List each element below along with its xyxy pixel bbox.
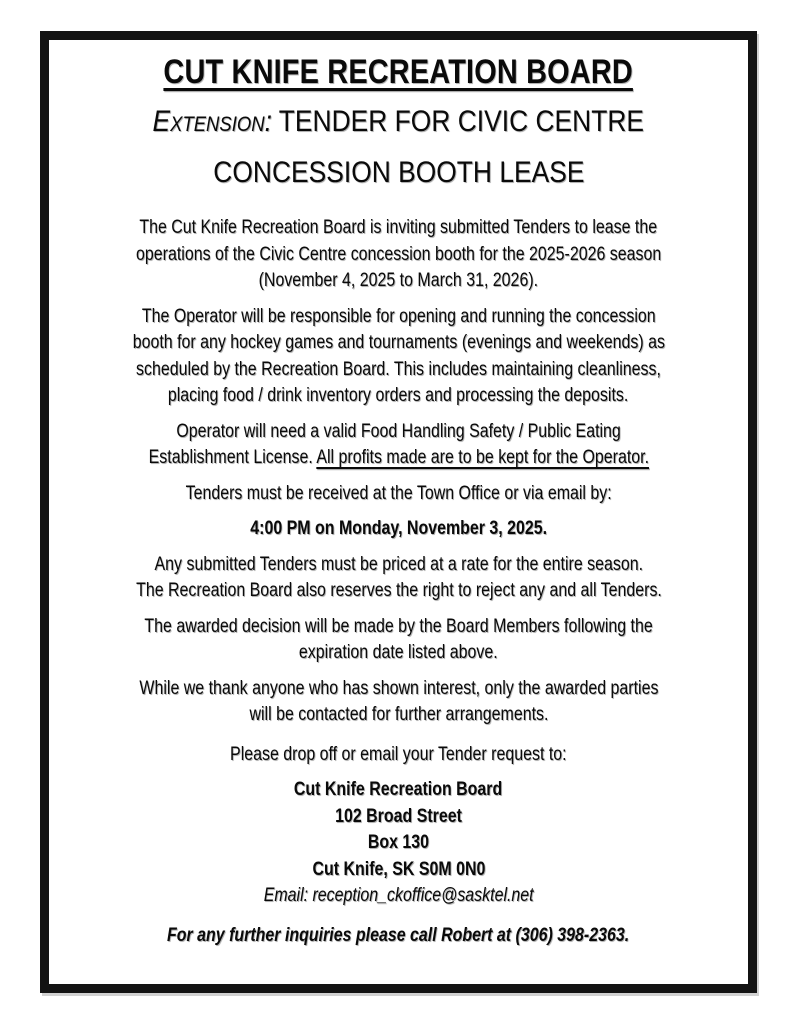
paragraph-submit-intro xyxy=(75,742,722,769)
subtitle-line xyxy=(153,105,644,139)
paragraph-pricing xyxy=(75,552,722,605)
text-line xyxy=(176,419,620,446)
text-segment: Email: reception_ckoffice@sasktel.net xyxy=(263,885,534,906)
text-line xyxy=(148,445,648,472)
paragraph-thanks xyxy=(75,676,722,729)
text-segment: The Operator will be responsible for opening and running the concession xyxy=(141,305,656,327)
paragraph-footer-contact xyxy=(75,923,722,950)
text-line xyxy=(368,830,429,857)
text-line xyxy=(136,578,662,605)
text-segment: (November 4, 2025 to March 31, 2026). xyxy=(258,270,539,291)
text-segment: will be contacted for further arrangements. xyxy=(249,704,548,725)
subtitle-extension-label: Extension: xyxy=(152,105,273,138)
text-line xyxy=(142,304,656,331)
text-line xyxy=(312,857,485,884)
text-segment: For any further inquiries please call Robert at (306) 398-2363. xyxy=(167,924,630,946)
text-segment: Establishment License. xyxy=(148,447,316,468)
text-line xyxy=(167,923,629,950)
subtitle-line2-text: CONCESSION BOOTH LEASE xyxy=(212,156,585,189)
subtitle-line1-text: TENDER FOR CIVIC CENTRE xyxy=(272,105,645,138)
text-segment: Cut Knife Recreation Board xyxy=(294,779,503,800)
flyer-subtitle-line2 xyxy=(75,156,722,190)
text-segment: The Recreation Board also reserves the right to reject any and all Tenders. xyxy=(135,580,662,601)
text-segment: 102 Broad Street xyxy=(335,805,462,827)
address-block xyxy=(75,777,722,910)
paragraph-operator-duties xyxy=(75,304,722,410)
text-segment: operations of the Civic Centre concession booth for the 2025-2026 season xyxy=(135,243,662,265)
text-segment: placing food / drink inventory orders and processing the deposits. xyxy=(168,385,629,406)
text-line xyxy=(259,268,538,295)
text-line xyxy=(264,883,534,910)
flyer-title-line xyxy=(164,52,633,92)
text-line xyxy=(132,330,664,357)
text-segment: booth for any hockey games and tournaments (evenings and weekends) as xyxy=(132,332,665,353)
text-segment: Tenders must be received at the Town Office or via email by: xyxy=(185,482,612,504)
subtitle-line xyxy=(213,156,584,190)
paragraph-deadline-intro xyxy=(75,481,722,508)
text-line xyxy=(144,614,652,641)
flyer-title xyxy=(75,52,722,92)
text-line xyxy=(294,777,502,804)
text-segment: Cut Knife, SK S0M 0N0 xyxy=(312,858,485,880)
text-line xyxy=(335,804,462,831)
text-segment: While we thank anyone who has shown interest, only the awarded parties xyxy=(138,677,658,699)
text-segment: Operator will need a valid Food Handling Safety / Public Eating xyxy=(176,420,621,442)
text-line xyxy=(249,702,548,729)
paragraph-intro xyxy=(75,215,722,295)
text-line xyxy=(168,383,628,410)
text-line xyxy=(140,215,658,242)
text-line xyxy=(250,516,547,543)
text-segment: All profits made are to be kept for the Operator. xyxy=(315,447,649,468)
text-line xyxy=(136,242,661,269)
text-segment: 4:00 PM on Monday, November 3, 2025. xyxy=(250,518,547,539)
text-line xyxy=(230,742,567,769)
text-line xyxy=(185,481,611,508)
flyer-title-text: CUT KNIFE RECREATION BOARD xyxy=(163,53,634,91)
text-segment: expiration date listed above. xyxy=(299,642,498,663)
text-segment: Box 130 xyxy=(367,832,430,853)
text-line xyxy=(136,357,661,384)
text-segment: Please drop off or email your Tender request to: xyxy=(230,743,567,765)
flyer-border-frame xyxy=(40,31,757,993)
text-line xyxy=(299,640,498,667)
text-line xyxy=(154,552,643,579)
text-segment: Any submitted Tenders must be priced at a rate for the entire season. xyxy=(154,553,643,575)
text-segment: The Cut Knife Recreation Board is inviting submitted Tenders to lease the xyxy=(139,217,658,238)
paragraph-deadline xyxy=(75,516,722,543)
text-segment: The awarded decision will be made by the Board Members following the xyxy=(144,615,653,637)
text-line xyxy=(139,676,658,703)
paragraph-license xyxy=(75,419,722,472)
text-segment: scheduled by the Recreation Board. This includes maintaining cleanliness, xyxy=(136,358,661,380)
flyer-subtitle-line1 xyxy=(75,105,722,139)
paragraph-decision xyxy=(75,614,722,667)
